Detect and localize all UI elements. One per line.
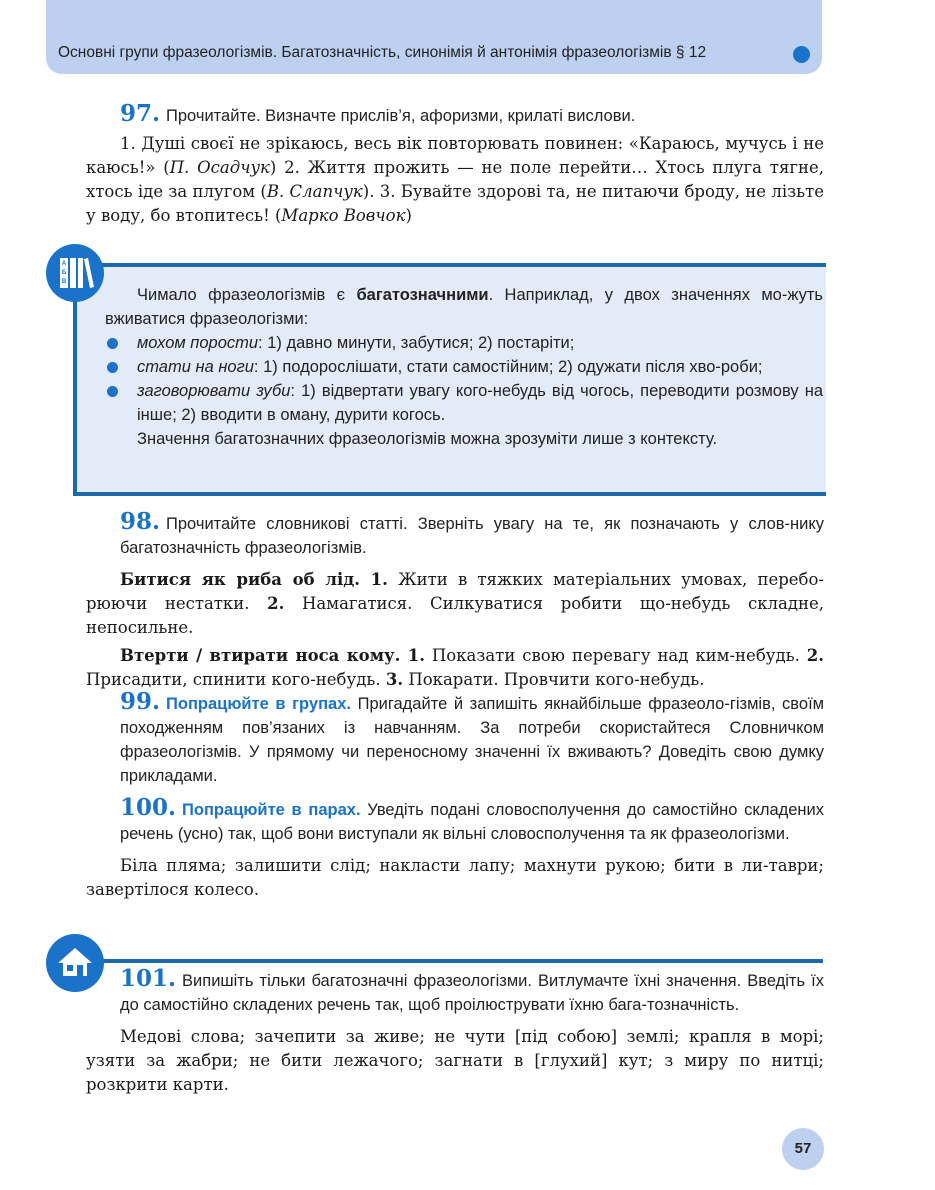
task-97 — [86, 102, 824, 228]
theory-conclusion: Значення багатозначних фразеологізмів можна зрозуміти лише з контексту. — [137, 430, 718, 448]
header-band — [46, 0, 822, 74]
svg-text:В: В — [61, 279, 67, 285]
task-number: 100. — [120, 794, 177, 821]
theory-intro: Чимало фразеологізмів є багатозначними. Наприклад, у двох значеннях мо-жуть вживатися фразеологізми: — [105, 286, 823, 328]
task-101 — [86, 967, 824, 1097]
task-instruction: Прочитайте словникові статті. Зверніть увагу на те, як позначають у слов-нику багатозначність фразеологізмів. — [120, 515, 824, 557]
theory-content — [105, 283, 823, 451]
task-highlight: Попрацюйте в групах. — [166, 695, 351, 713]
header-dot — [793, 46, 810, 63]
task-number: 99. — [120, 688, 161, 715]
task-examples: Медові слова; зачепити за живе; не чути [під собою] землі; крапля в морі; узяти за жабри; не бити лежачого; загнати в [глухий] кут; з миру по нитці; розкрити карти. — [86, 1027, 824, 1094]
svg-text:Б: Б — [61, 270, 67, 276]
task-100 — [86, 796, 824, 902]
task-text: 1. Душі своєї не зрікаюсь, весь вік повторювать повинен: «Караюсь, мучусь і не каюсь!» (П. Осадчук) 2. Життя прожить — не поле перейти… Хтось плуга тягне, хтось іде за плугом (В. Слапчук). 3. Бувайте здорові та, не питаючи броду, не лізьте у воду, бо втопитесь! (Марко Вовчок) — [86, 134, 824, 225]
task-instruction: Випишіть тільки багатозначні фразеологізми. Витлумачте їхні значення. Введіть їх до самостійно складених речень так, щоб проілюструвати їхню бага-тозначність. — [120, 972, 824, 1014]
list-item: мохом порости: 1) давно минути, забутися; 2) постаріти; — [105, 331, 823, 355]
svg-text:А: А — [61, 261, 67, 267]
home-rule — [100, 959, 823, 963]
task-98 — [86, 510, 824, 692]
list-item: заговорювати зуби: 1) відвертати увагу кого-небудь від чогось, переводити розмову на інше; 2) вводити в оману, дурити когось. — [105, 379, 823, 427]
task-instruction: Пригадайте й запишіть якнайбільше фразеоло-гізмів, своїм походженням пов’язаних із навчанням. За потреби скористайтеся Словничком фразеологізмів. У прямому чи переносному значенні їх вживають? Доведіть свою думку прикладами. — [120, 695, 824, 785]
book-shelf-icon — [46, 244, 104, 302]
page-number: 57 — [782, 1128, 824, 1170]
task-99 — [86, 690, 824, 788]
task-number: 97. — [120, 100, 161, 127]
list-item: стати на ноги: 1) подорослішати, стати самостійним; 2) одужати після хво-роби; — [105, 355, 823, 379]
task-instruction: Уведіть подані словосполучення до самостійно складених речень (усно) так, щоб вони виступали як вільні словосполучення та як фразеологізми. — [120, 801, 825, 843]
task-highlight: Попрацюйте в парах. — [182, 801, 361, 819]
dictionary-entry: Битися як риба об лід. 1. Жити в тяжких матеріальних умовах, перебо-рюючи нестатки. 2. Намагатися. Силкуватися робити що-небудь складне, непосильне. — [86, 570, 824, 637]
dictionary-entry: Втерти / втирати носа кому. 1. Показати свою перевагу над ким-небудь. 2. Присадити, спинити кого-небудь. 3. Покарати. Провчити кого-небудь. — [86, 646, 824, 689]
task-instruction: Прочитайте. Визначте прислів’я, афоризми, крилаті вислови. — [166, 107, 636, 125]
task-examples: Біла пляма; залишити слід; накласти лапу; махнути рукою; бити в ли-таври; завертілося колесо. — [86, 856, 824, 899]
task-number: 98. — [120, 508, 161, 535]
task-number: 101. — [120, 965, 177, 992]
page-header-title: Основні групи фразеологізмів. Багатозначність, синонімія й антонімія фразеологізмів § 12 — [58, 44, 707, 61]
